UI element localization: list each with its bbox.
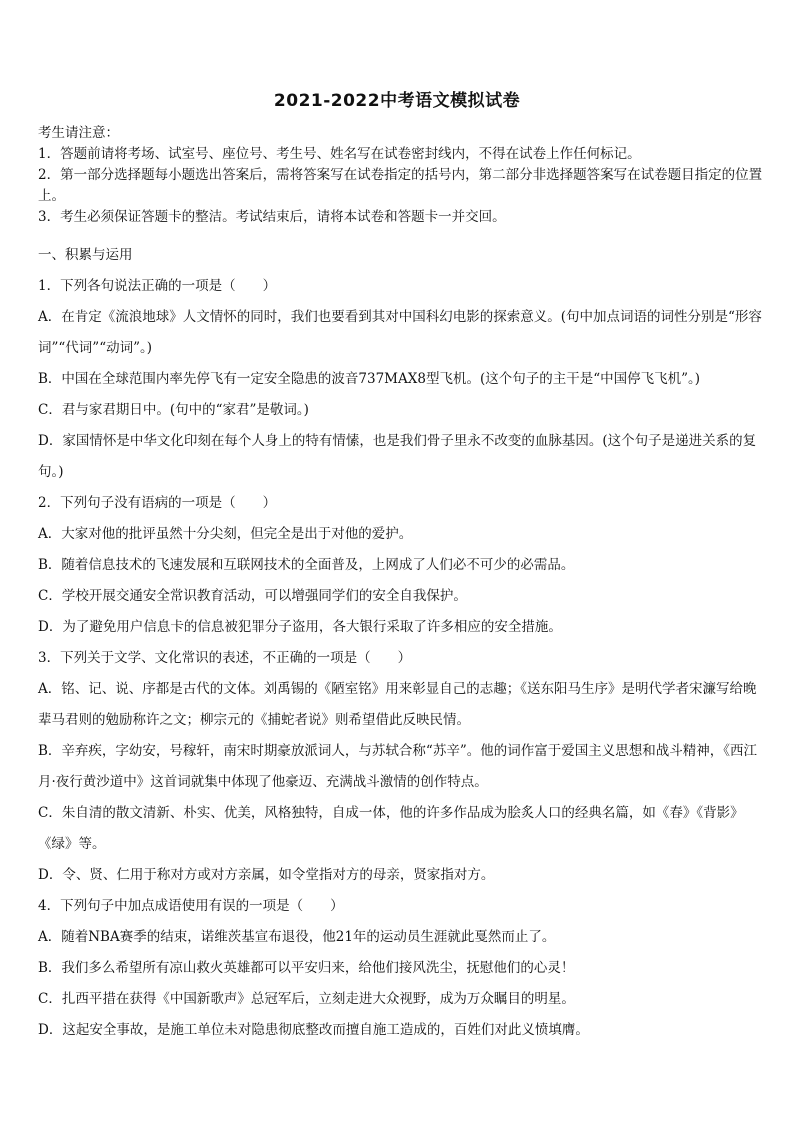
question-option: C．学校开展交通安全常识教育活动，可以增强同学们的安全自我保护。 (38, 588, 467, 604)
question-option: D．家国情怀是中华文化印刻在每个人身上的特有情愫，也是我们骨子里永不改变的血脉基因。(这个句子是递进关系的复句。) (38, 433, 757, 480)
question-option: A．铭、记、说、序都是古代的文体。刘禹锡的《陋室铭》用来彰显自己的志趣；《送东阳马生序》是明代学者宋濂写给晚辈马君则的勉励称许之文；柳宗元的《捕蛇者说》则希望借此反映民情。 (38, 681, 757, 728)
notice-item: 3．考生必须保证答题卡的整洁。考试结束后，请将本试卷和答题卡一并交回。 (38, 209, 506, 225)
question-option: B．随着信息技术的飞速发展和互联网技术的全面普及，上网成了人们必不可少的必需品。 (38, 557, 575, 573)
question-4 (38, 891, 768, 1046)
question-option: D．令、贤、仁用于称对方或对方亲属，如令堂指对方的母亲，贤家指对方。 (38, 867, 495, 883)
question-stem: 1．下列各句说法正确的一项是（ ） (38, 278, 277, 294)
question-option: C．朱自清的散文清新、朴实、优美，风格独特，自成一体，他的许多作品成为脍炙人口的经典名篇，如《春》《背影》《绿》等。 (38, 805, 744, 852)
question-option: C．扎西平措在获得《中国新歌声》总冠军后，立刻走进大众视野，成为万众瞩目的明星。 (38, 991, 575, 1007)
page-title: 2021-2022中考语文模拟试卷 (273, 91, 521, 111)
question-stem: 3．下列关于文学、文化常识的表述，不正确的一项是（ ） (38, 650, 412, 666)
question-list (38, 271, 768, 1046)
question-option: A．大家对他的批评虽然十分尖刻，但完全是出于对他的爱护。 (38, 526, 413, 542)
question-option: B．辛弃疾，字幼安，号稼轩，南宋时期豪放派词人，与苏轼合称“苏辛”。他的词作富于爱国主义思想和战斗精神，《西江月·夜行黄沙道中》这首词就集中体现了他豪迈、充满战斗激情的创作特点。 (38, 743, 757, 790)
notice-item: 1．答题前请将考场、试室号、座位号、考生号、姓名写在试卷密封线内，不得在试卷上作任何标记。 (38, 146, 641, 162)
question-option: D．这起安全事故，是施工单位未对隐患彻底整改而擅自施工造成的，百姓们对此义愤填膺。 (38, 1022, 589, 1038)
question-2 (38, 488, 768, 643)
question-stem: 2．下列句子没有语病的一项是（ ） (38, 495, 277, 511)
notice-heading: 考生请注意： (38, 125, 119, 141)
question-stem: 4．下列句子中加点成语使用有误的一项是（ ） (38, 898, 344, 914)
question-option: A．在肯定《流浪地球》人文情怀的同时，我们也要看到其对中国科幻电影的探索意义。(句中加点词语的词性分别是“形容词”“代词”“动词”。) (38, 309, 762, 356)
question-3 (38, 643, 768, 891)
question-1 (38, 271, 768, 488)
question-option: D．为了避免用户信息卡的信息被犯罪分子盗用，各大银行采取了许多相应的安全措施。 (38, 619, 562, 635)
candidate-notice (38, 123, 768, 228)
notice-item: 2．第一部分选择题每小题选出答案后，需将答案写在试卷指定的括号内，第二部分非选择题答案写在试卷题目指定的位置上。 (38, 167, 763, 204)
question-option: C．君与家君期日中。(句中的“家君”是敬词。) (38, 402, 309, 418)
section-heading: 一、积累与运用 (38, 247, 133, 263)
question-option: A．随着NBA赛季的结束，诺维茨基宣布退役，他21年的运动员生涯就此戛然而止了。 (38, 929, 556, 945)
question-option: B．中国在全球范围内率先停飞有一定安全隐患的波音737MAX8型飞机。(这个句子的主干是“中国停飞飞机”。) (38, 371, 701, 387)
question-option: B．我们多么希望所有凉山救火英雄都可以平安归来，给他们接风洗尘，抚慰他们的心灵！ (38, 960, 575, 976)
